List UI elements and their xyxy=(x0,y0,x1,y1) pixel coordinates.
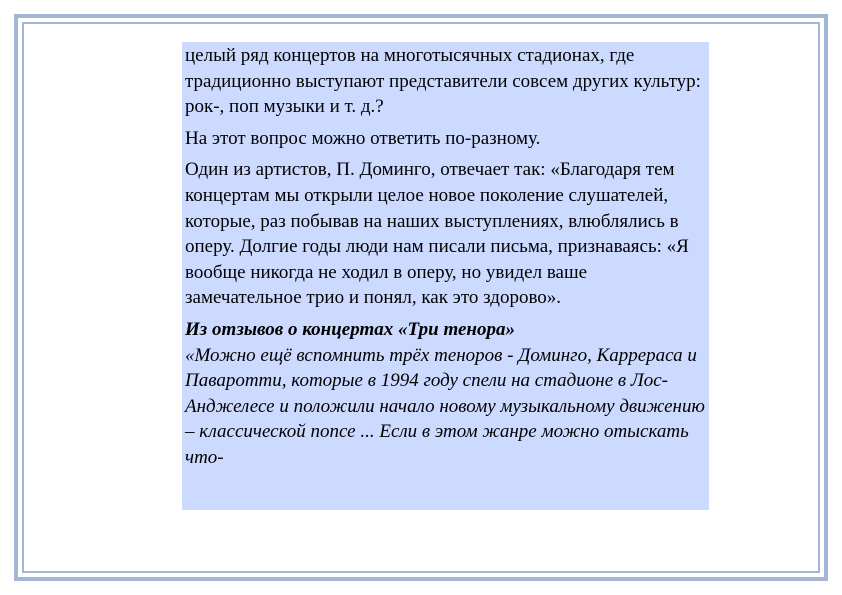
paragraph-1: целый ряд концертов на многотысячных стадионах, где традиционно выступают представители совсем других культур: рок-, поп музыки и т. д.? xyxy=(185,45,701,118)
paragraph-2: На этот вопрос можно ответить по-разному. xyxy=(185,127,541,149)
paragraph-3: Один из артистов, П. Доминго, отвечает так: «Благодаря тем концертам мы открыли целое новое поколение слушателей, которые, раз побывав на наших выступлениях, влюблялись в оперу. Долгие годы люди нам писали письма, признаваясь: «Я вообще никогда не ходил в оперу, но увидел ваше замечательное трио и понял, как это здорово». xyxy=(185,159,689,309)
review-quote: «Можно ещё вспомнить трёх теноров - Доминго, Каррераса и Паваротти, которые в 1994 году спели на стадионе в Лос-Анджелесе и положили начало новому музыкальному движению – классической попсе ... Если в этом жанре можно отыскать что- xyxy=(185,344,705,468)
slide-text-box xyxy=(182,42,709,510)
reviews-heading: Из отзывов о концертах «Три тенора» xyxy=(185,318,515,340)
